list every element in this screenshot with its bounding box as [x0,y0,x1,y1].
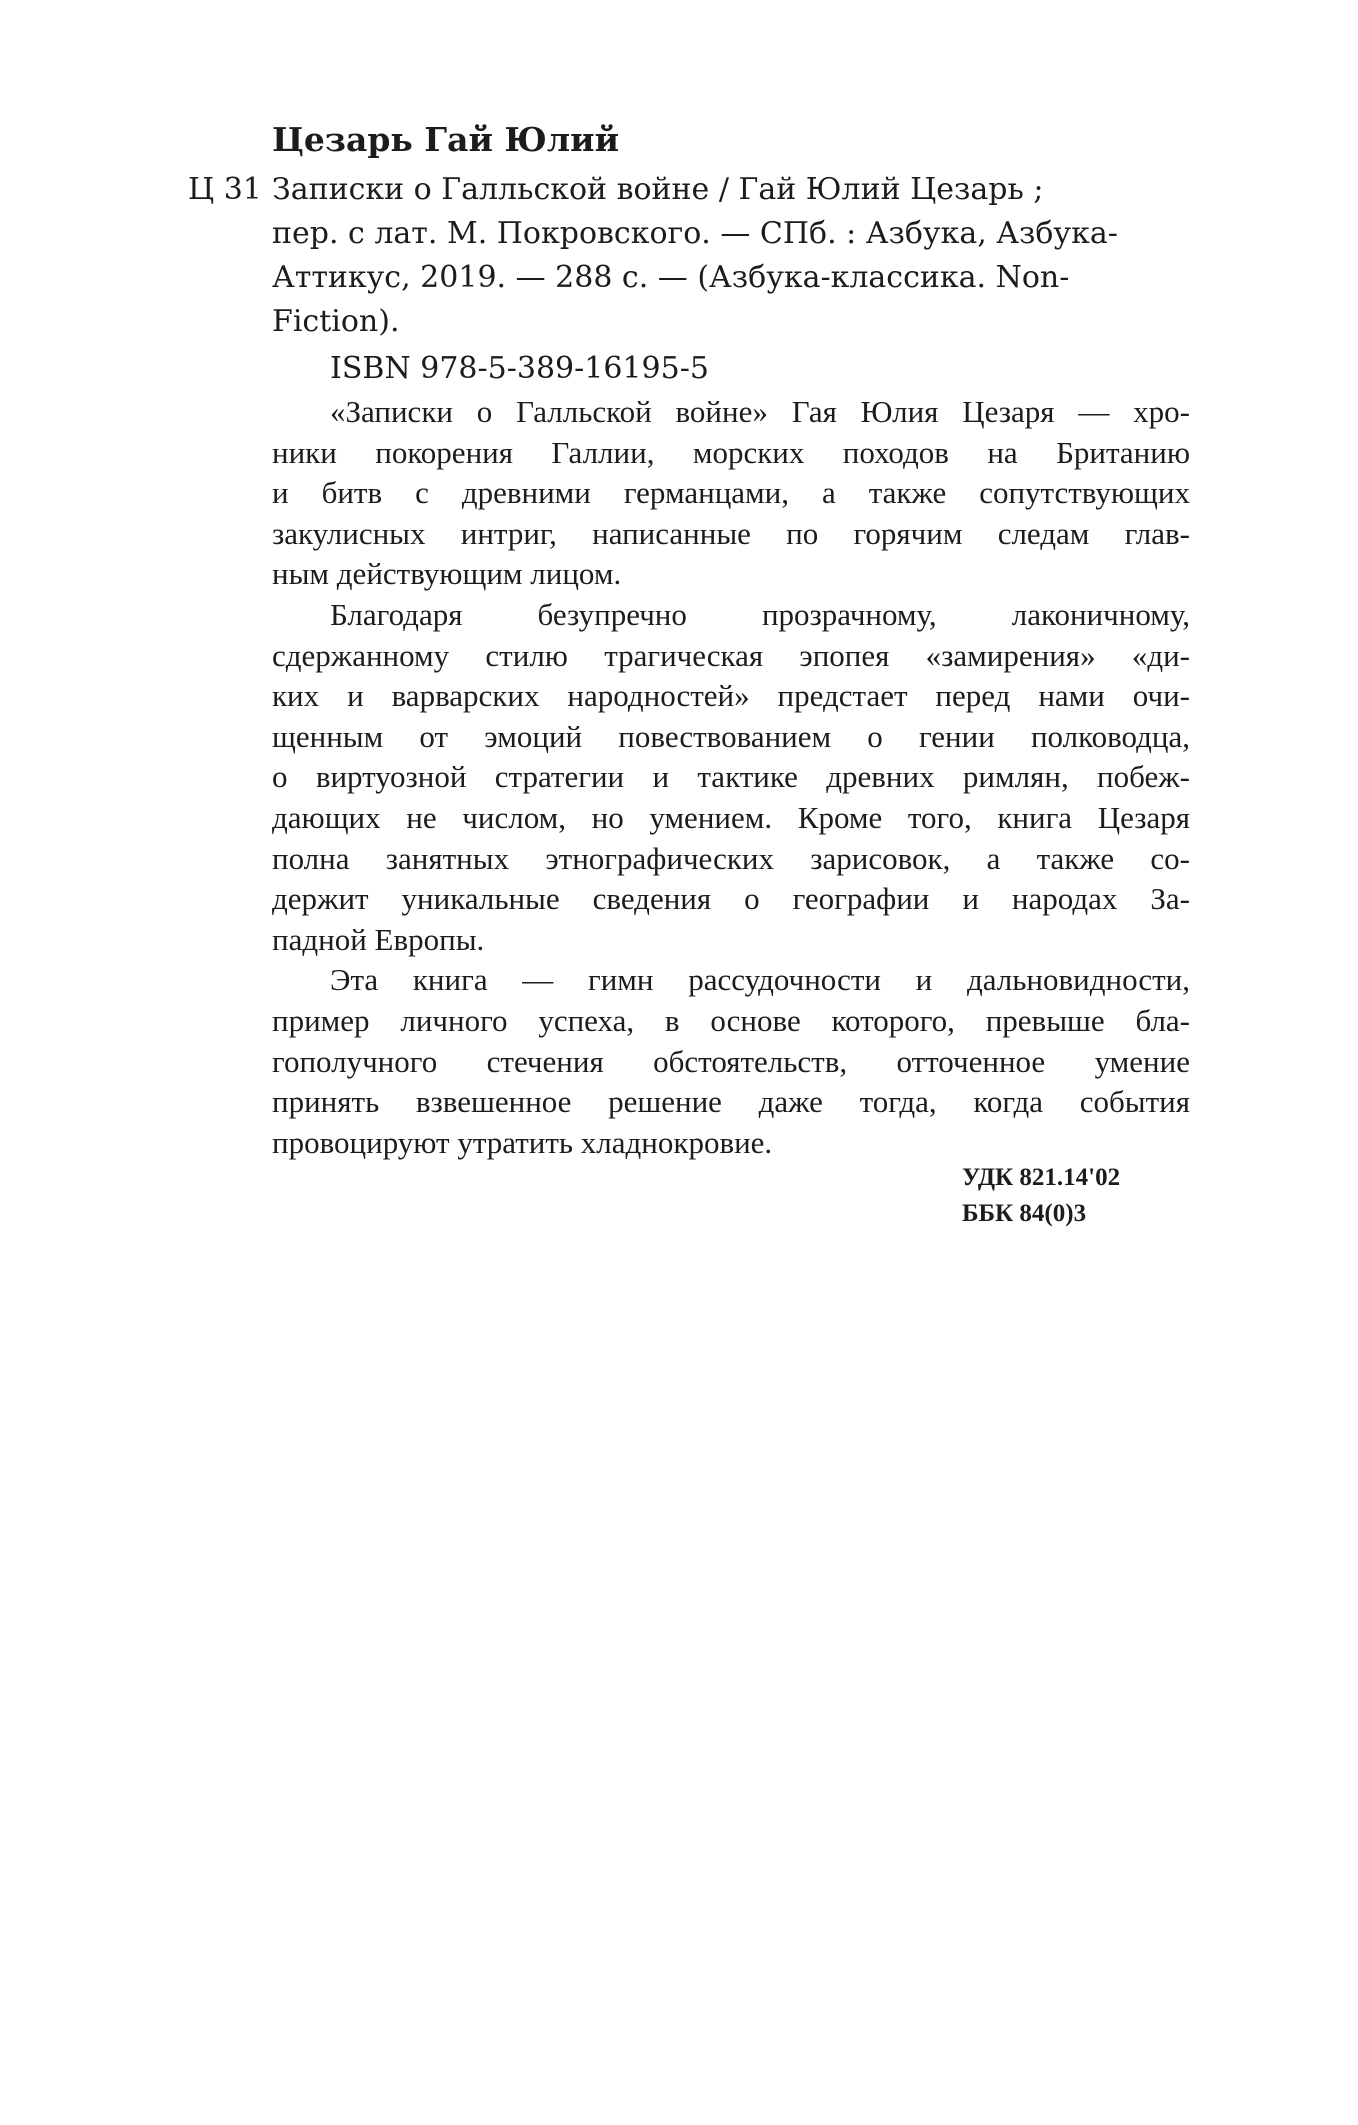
annotation-line: держит уникальные сведения о географии и народах За- [272,881,1190,917]
annotation-line: полна занятных этнографических зарисовок, а также со- [272,840,1190,876]
isbn: ISBN 978-5-389-16195-5 [330,351,709,386]
annotation-line: сдержанному стилю трагическая эпопея «замирения» «ди- [272,637,1190,673]
annotation-line: гополучного стечения обстоятельств, отточенное умение [272,1043,1190,1079]
bibliographic-line: пер. с лат. М. Покровского. — СПб. : Азбука, Азбука- [272,216,1118,251]
annotation-line: дающих не числом, но умением. Кроме того, книга Цезаря [272,799,1190,835]
annotation-line: падной Европы. [272,921,485,957]
bibliographic-line: Записки о Галльской войне / Гай Юлий Цезарь ; [272,172,1044,207]
annotation-line: провоцируют утратить хладнокровие. [272,1124,773,1160]
annotation-line: Благодаря безупречно прозрачному, лаконичному, [330,596,1190,632]
classification-codes [962,1160,1120,1232]
catalog-code: Ц 31 [188,172,262,207]
annotation-paragraph [272,595,1190,960]
bibliographic-line: Fiction). [272,304,400,339]
annotation-line: ники покорения Галлии, морских походов на Британию [272,434,1190,470]
udk-code: УДК 821.14'02 [962,1164,1121,1191]
bibliographic-line: Аттикус, 2019. — 288 с. — (Азбука-классика. Non- [272,260,1070,295]
bibliographic-record [272,168,1190,344]
annotation-line: закулисных интриг, написанные по горячим следам глав- [272,515,1190,551]
annotation-line: щенным от эмоций повествованием о гении полководца, [272,718,1190,754]
annotation-line: пример личного успеха, в основе которого, превыше бла- [272,1002,1190,1038]
annotation-line: о виртуозной стратегии и тактике древних римлян, побеж- [272,759,1190,795]
annotation-line: «Записки о Галльской войне» Гая Юлия Цезаря — хро- [330,394,1190,429]
annotation-line: ным действующим лицом. [272,556,622,592]
annotation-line: и битв с древними германцами, а также сопутствующих [272,475,1190,511]
annotation-paragraph [272,392,1190,595]
bbk-code: ББК 84(0)3 [962,1200,1087,1227]
annotation-paragraph [272,960,1190,1163]
annotation-line: принять взвешенное решение даже тогда, когда события [272,1084,1190,1120]
annotation [272,392,1190,1163]
annotation-line: ких и варварских народностей» предстает перед нами очи- [272,678,1190,714]
annotation-line: Эта книга — гимн рассудочности и дальновидности, [330,962,1190,998]
author-heading: Цезарь Гай Юлий [272,120,620,159]
